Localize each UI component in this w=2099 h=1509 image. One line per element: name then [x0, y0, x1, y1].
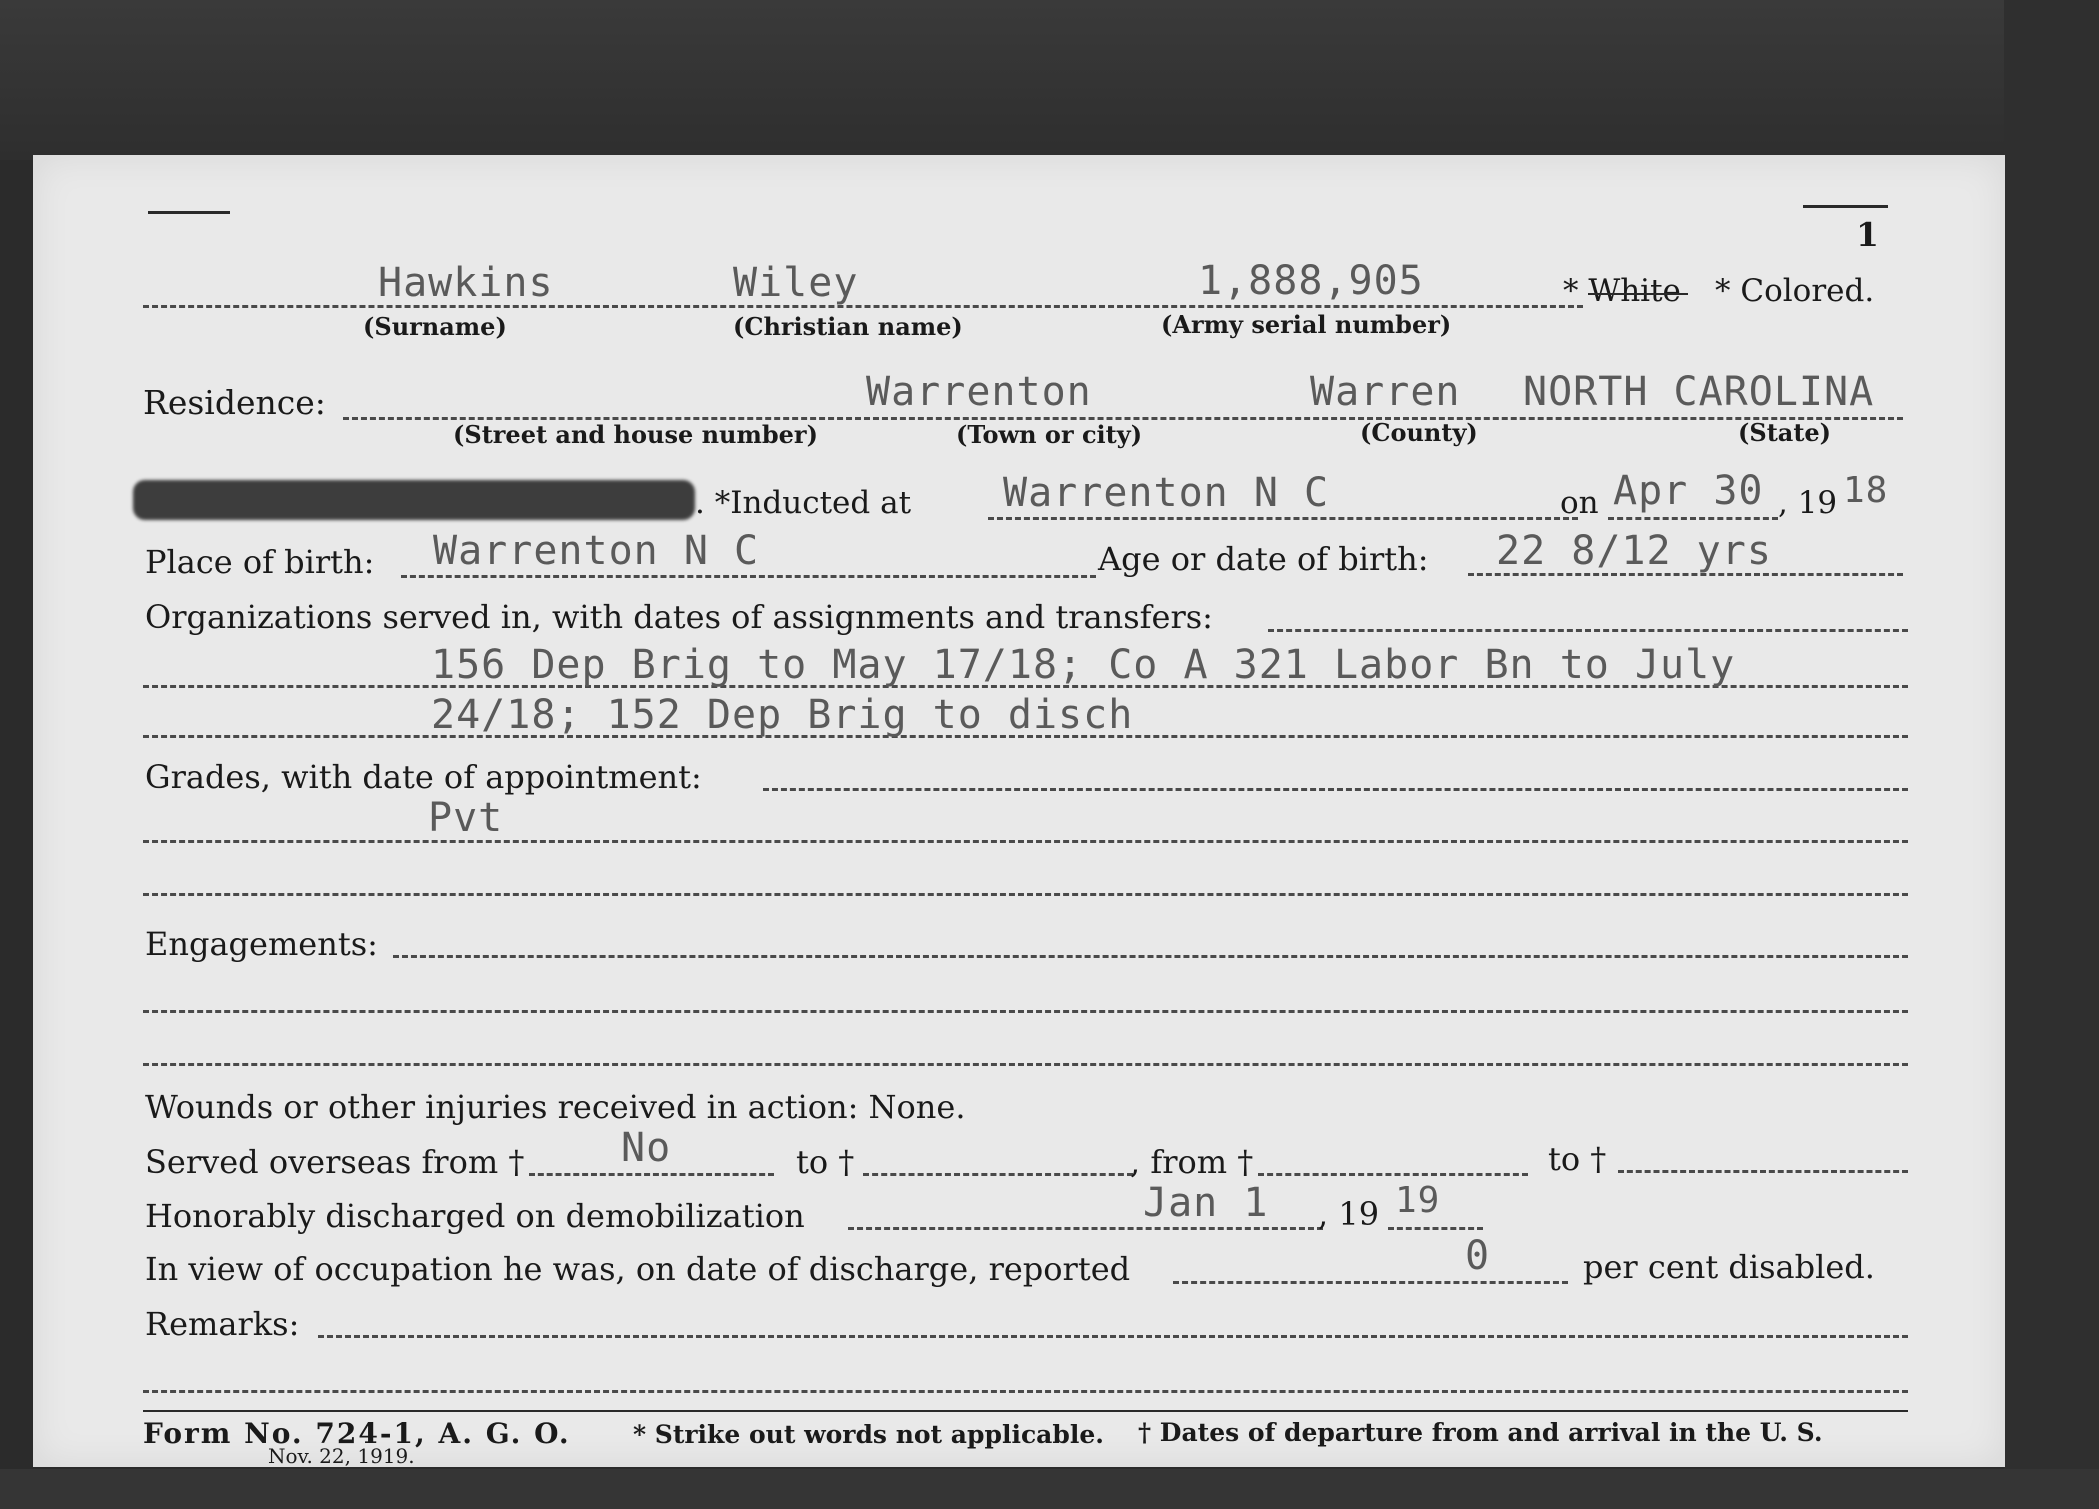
grades-line-0	[763, 788, 1908, 791]
overseas-to-label: to †	[796, 1143, 855, 1181]
overseas-to2-label: to †	[1548, 1140, 1607, 1178]
organizations-line-0	[1268, 629, 1908, 632]
organizations-value-1: 156 Dep Brig to May 17/18; Co A 321 Labor Bn to July	[431, 642, 1736, 688]
form-date: Nov. 22, 1919.	[268, 1444, 415, 1468]
wounds-label	[145, 1088, 966, 1126]
strike-note: * Strike out words not applicable.	[633, 1420, 1104, 1449]
discharge-year-line	[1388, 1227, 1483, 1230]
discharge-date-value: Jan 1	[1143, 1180, 1269, 1226]
residence-state-value: NORTH CAROLINA	[1523, 369, 1875, 415]
footer-rule	[143, 1410, 1908, 1412]
organizations-label: Organizations served in, with dates of assignments and transfers:	[145, 598, 1213, 636]
discharge-year-value: 19	[1395, 1180, 1441, 1221]
race-white-label	[1563, 273, 1681, 309]
race-colored-label: * Colored.	[1715, 273, 1875, 309]
overseas-from2-line	[1258, 1173, 1528, 1176]
overseas-to2-line	[1618, 1170, 1908, 1173]
dates-note: † Dates of departure from and arrival in the U. S.	[1138, 1418, 1823, 1447]
engagements-line-0	[393, 955, 1908, 958]
grades-line-1	[143, 840, 1908, 843]
grade-value: Pvt	[428, 795, 504, 841]
form-number: Form No. 724-1, A. G. O.	[143, 1417, 571, 1450]
place-of-birth-line	[401, 575, 1096, 578]
christian-name-value: Wiley	[733, 260, 859, 306]
surname-caption: (Surname)	[363, 312, 507, 341]
age-value: 22 8/12 yrs	[1496, 528, 1772, 574]
town-caption: (Town or city)	[956, 420, 1143, 449]
wounds-label-text: Wounds or other injuries received in action:	[145, 1088, 859, 1126]
per-cent-label: per cent disabled.	[1583, 1248, 1875, 1286]
grades-label: Grades, with date of appointment:	[145, 758, 702, 796]
percent-value: 0	[1465, 1233, 1491, 1279]
induction-year-label: , 19	[1778, 485, 1838, 521]
race-white-text: * White	[1563, 273, 1681, 309]
residence-label: Residence:	[143, 383, 326, 422]
state-caption: (State)	[1738, 418, 1832, 447]
remarks-label: Remarks:	[145, 1305, 300, 1343]
inducted-at-label: . *Inducted at	[695, 485, 912, 521]
engagements-label: Engagements:	[145, 925, 378, 963]
residence-town-value: Warrenton	[866, 369, 1092, 415]
top-right-rule	[1803, 205, 1888, 208]
place-of-birth-label: Place of birth:	[145, 543, 375, 581]
in-view-label: In view of occupation he was, on date of discharge, reported	[145, 1250, 1131, 1288]
inducted-at-value: Warrenton N C	[1003, 470, 1330, 516]
wounds-value: None.	[868, 1088, 966, 1126]
induction-year-value: 18	[1843, 470, 1889, 511]
remarks-line-0	[318, 1335, 1908, 1338]
christian-name-caption: (Christian name)	[733, 312, 963, 341]
grades-line-2	[143, 893, 1908, 896]
remarks-line-1	[143, 1390, 1908, 1393]
percent-line	[1173, 1281, 1568, 1284]
overseas-from-value: No	[621, 1125, 672, 1171]
engagements-line-1	[143, 1010, 1908, 1013]
on-label: on	[1560, 485, 1599, 521]
overseas-from-line	[529, 1173, 774, 1176]
county-caption: (County)	[1360, 418, 1478, 447]
place-of-birth-value: Warrenton N C	[433, 528, 760, 574]
name-line	[143, 305, 1583, 308]
overseas-to-line	[863, 1173, 1133, 1176]
inducted-line	[988, 517, 1578, 520]
surname-value: Hawkins	[378, 260, 554, 306]
served-overseas-label: Served overseas from †	[145, 1143, 525, 1181]
discharge-year-label: , 19	[1318, 1195, 1380, 1233]
organizations-value-2: 24/18; 152 Dep Brig to disch	[431, 692, 1134, 738]
age-label: Age or date of birth:	[1098, 540, 1429, 578]
induction-date-line	[1608, 517, 1778, 520]
enlisted-redaction	[133, 480, 695, 520]
scan-background-right	[2004, 0, 2099, 1509]
induction-date-value: Apr 30	[1613, 468, 1764, 514]
engagements-line-2	[143, 1063, 1908, 1066]
street-caption: (Street and house number)	[453, 420, 818, 449]
scan-background-top	[0, 0, 2099, 160]
discharge-date-line	[848, 1227, 1323, 1230]
card-number: 1	[1856, 215, 1879, 254]
residence-county-value: Warren	[1310, 369, 1461, 415]
service-record-card	[33, 155, 2005, 1467]
race-white-strike	[1588, 293, 1688, 295]
hon-discharged-label: Honorably discharged on demobilization	[145, 1197, 805, 1235]
serial-number-value: 1,888,905	[1198, 258, 1424, 304]
top-left-rule	[148, 211, 230, 214]
scan-background-bottom	[0, 1469, 2099, 1509]
serial-caption: (Army serial number)	[1161, 310, 1452, 339]
overseas-from2-label: , from †	[1130, 1143, 1254, 1181]
